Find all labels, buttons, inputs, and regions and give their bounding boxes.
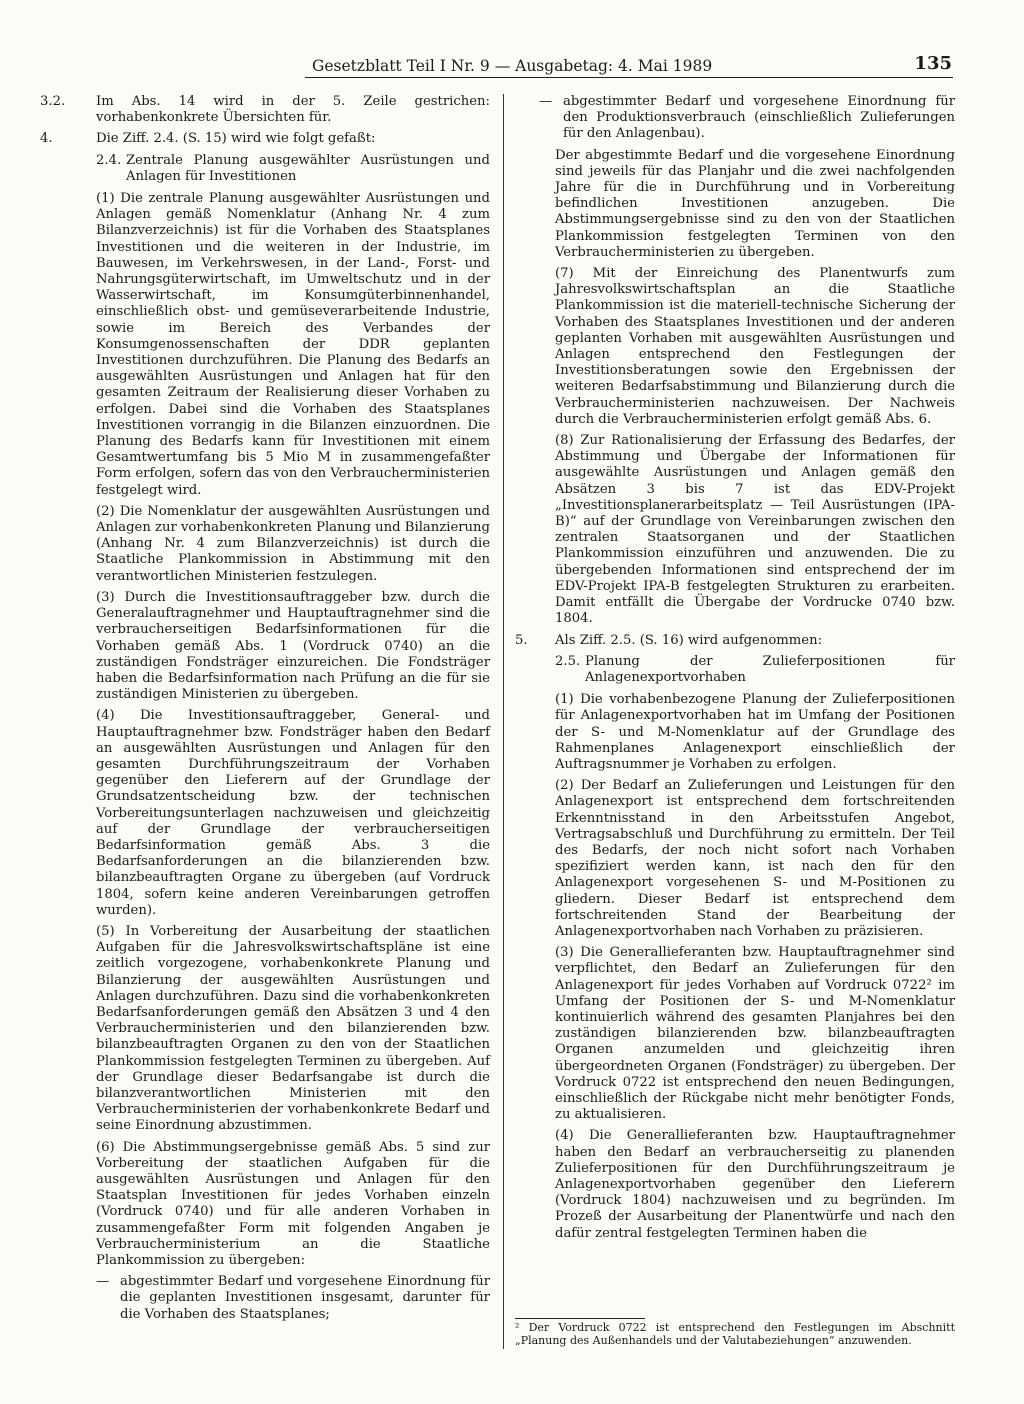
paragraph-q3: (3) Die Generallieferanten bzw. Hauptauftragnehmer sind verpflichtet, den Bedarf an Zulieferungen für den Anlagenexport für jedes Vorhaben auf Vordruck 0722² im Umfang der Positionen der S- und M-Nomenklatur kontinuierlich während des gesamten Planjahres bei den zuständigen bilanzierenden bzw. bilanzbeauftragten Organen anzumelden und gleichzeitig ihren übergeordneten Organen (Fondsträger) zu übergeben. Der Vordruck 0722 ist entsprechend den neuen Bedingungen, einschließlich der Rückgabe nicht mehr benötigter Fonds, zu aktualisieren. (555, 945, 955, 1123)
header-title: Gesetzblatt Teil I Nr. 9 — Ausgabetag: 4. Mai 1989 (312, 57, 713, 75)
section-heading-2-5 (555, 654, 955, 686)
dash-bullet: — (96, 1274, 110, 1290)
page-number: 135 (914, 53, 952, 74)
item-number: 3.2. (40, 94, 66, 109)
dash-bullet: — (539, 94, 553, 109)
column-divider (503, 94, 504, 1349)
paragraph-6-continued: Der abgestimmte Bedarf und die vorgesehene Einordnung sind jeweils für das Planjahr und die zwei nachfolgenden Jahre für die in Durchführung und in Vorbereitung befindlichen Investitionen anzugeben. Die Abstimmungsergebnisse sind zu den von der Staatlichen Plankommission festgelegten Terminen von den Verbraucherministerien zu übergeben. (555, 147, 955, 260)
section-number: 2.5. (555, 653, 581, 669)
section-title: Zentrale Planung ausgewählter Ausrüstungen und Anlagen für Investitionen (126, 152, 490, 184)
item-text: Im Abs. 14 wird in der 5. Zeile gestrichen: vorhabenkonkrete Übersichten für. (96, 94, 490, 126)
paragraph-1: (1) Die zentrale Planung ausgewählter Ausrüstungen und Anlagen gemäß Nomenklatur (Anhang Nr. 4 zum Bilanzverzeichnis) ist für die Vorhaben des Staatsplanes Investitionen und die weiteren in der Industrie, im Bauwesen, im Verkehrswesen, in der Land-, Forst- und Nahrungsgüterwirtschaft, im Umweltschutz und in der Wasserwirtschaft, im Konsumgüterbinnenhandel, einschließlich obst- und gemüseverarbeitende Industrie, sowie im Bereich des Verbandes der Konsumgenossenschaften der DDR geplanten Investitionen durchzuführen. Die Planung des Bedarfs an ausgewählten Ausrüstungen und Anlagen hat für den gesamten Zeitraum der Realisierung dieser Vorhaben zu erfolgen. Dabei sind die Vorhaben des Staatsplanes Investitionen vorrangig in die Bilanzen einzuordnen. Die Planung des Bedarfs kann für Investitionen mit einem Gesamtwertumfang bis 5 Mio M in zusammengefaßter Form erfolgen, sofern das von den Verbraucherministerien festgelegt wird. (96, 191, 490, 498)
dash-item-text: abgestimmter Bedarf und vorgesehene Einordnung für die geplanten Investitionen insgesamt, darunter für die Vorhaben des Staatsplanes; (120, 1274, 490, 1322)
section-title: Planung der Zulieferpositionen für Anlagenexportvorhaben (585, 653, 955, 685)
paragraph-2: (2) Die Nomenklatur der ausgewählten Ausrüstungen und Anlagen zur vorhabenkonkreten Planung und Bilanzierung (Anhang Nr. 4 zum Bilanzverzeichnis) ist durch die Staatliche Plankommission in Abstimmung mit den verantwortlichen Ministerien festzulegen. (96, 503, 490, 584)
paragraph-q1: (1) Die vorhabenbezogene Planung der Zulieferpositionen für Anlagenexportvorhaben hat im Umfang der Positionen der S- und M-Nomenklatur auf der Grundlage des Rahmenplanes Anlagenexport einschließlich der Auftragsnummer je Vorhaben zu erfolgen. (555, 692, 955, 772)
paragraph-8: (8) Zur Rationalisierung der Erfassung des Bedarfes, der Abstimmung und Übergabe der Informationen für ausgewählte Ausrüstungen und Anlagen gemäß den Absätzen 3 bis 7 ist das EDV-Projekt „Investitionsplanerarbeitsplatz — Teil Ausrüstungen (IPA-B)“ auf der Grundlage von Vereinbarungen zwischen den zentralen Staatsorganen und der Staatlichen Plankommission einzuführen und anzuwenden. Die zu übergebenden Informationen sind entsprechend der im EDV-Projekt IPA-B festgelegten Strukturen zu erarbeiten. Damit entfällt die Übergabe der Vordrucke 0740 bzw. 1804. (555, 433, 955, 627)
left-column (40, 94, 490, 1328)
paragraph-7: (7) Mit der Einreichung des Planentwurfs zum Jahresvolkswirtschaftsplan an die Staatliche Plankommission ist die materiell-technische Sicherung der Vorhaben des Staatsplanes Investitionen und der anderen geplanten Vorhaben mit ausgewählten Ausrüstungen und Anlagen entsprechend den Festlegungen der Investitionsberatungen sowie den Ergebnissen der weiteren Bedarfsabstimmung und Bilanzierung durch die Verbraucherministerien nachzuweisen. Der Nachweis durch die Verbraucherministerien erfolgt gemäß Abs. 6. (555, 266, 955, 427)
dash-list-item (96, 1274, 490, 1323)
item-4 (40, 131, 490, 147)
paragraph-6: (6) Die Abstimmungsergebnisse gemäß Abs. 5 sind zur Vorbereitung der staatlichen Aufgaben für die ausgewählten Ausrüstungen und Anlagen für den Staatsplan Investitionen für jedes Vorhaben einzeln (Vordruck 0740) und für alle anderen Vorhaben in zusammengefaßter Form mit folgenden Angaben je Verbraucherministerium an die Staatliche Plankommission zu übergeben: (96, 1139, 490, 1269)
dash-item-text: abgestimmter Bedarf und vorgesehene Einordnung für den Produktionsverbrauch (einschließlich Zulieferungen für den Anlagenbau). (563, 94, 955, 142)
item-number: 4. (40, 131, 53, 147)
dash-list-item (539, 94, 955, 143)
footnote: ² Der Vordruck 0722 ist entsprechend den Festlegungen im Abschnitt „Planung des Außenhandels und der Valutabeziehungen“ anzuwenden. (515, 1321, 955, 1347)
item-text: Als Ziff. 2.5. (S. 16) wird aufgenommen: (555, 632, 823, 648)
right-column (515, 94, 955, 1247)
footnote-rule (515, 1318, 645, 1319)
header-rule (305, 77, 953, 78)
item-3-2 (40, 94, 490, 126)
paragraph-5: (5) In Vorbereitung der Ausarbeitung der staatlichen Aufgaben für die Jahresvolkswirtschaftspläne ist eine zeitlich vorgezogene, vorhabenkonkrete Planung und Bilanzierung der ausgewählten Ausrüstungen und Anlagen durchzuführen. Dazu sind die vorhabenkonkreten Bedarfsanforderungen gemäß den Absätzen 3 und 4 den Verbraucherministerien und den bilanzierenden bzw. bilanzbeauftragten Organen zu den von der Staatlichen Plankommission festgelegten Terminen zu übergeben. Auf der Grundlage dieser Bedarfsangabe ist durch die bilanzverantwortlichen Ministerien mit den Verbraucherministerien der vorhabenkonkrete Bedarf und seine Einordnung abzustimmen. (96, 923, 490, 1134)
section-heading-2-4 (96, 153, 490, 185)
paragraph-q4: (4) Die Generallieferanten bzw. Hauptauftragnehmer haben den Bedarf an verbraucherseitig zu planenden Zulieferpositionen für den Durchführungszeitraum je Anlagenexportvorhaben gegenüber den Lieferern (Vordruck 1804) nachzuweisen und zu begründen. Im Prozeß der Ausarbeitung der Planentwürfe und nach den dafür zentral festgelegten Terminen haben die (555, 1128, 955, 1241)
paragraph-q2: (2) Der Bedarf an Zulieferungen und Leistungen für den Anlagenexport ist entsprechend dem fortschreitenden Erkenntnisstand in den Arbeitsstufen Angebot, Vertragsabschluß und Durchführung zu ermitteln. Der Teil des Bedarfs, der noch nicht sofort nach Vorhaben spezifiziert werden kann, ist nach den für den Anlagenexport vorgesehenen S- und M-Positionen zu gliedern. Dieser Bedarf ist entsprechend dem fortschreitenden Stand der Bearbeitung der Anlagenexportvorhaben nach Vorhaben zu präzisieren. (555, 778, 955, 939)
item-text: Die Ziff. 2.4. (S. 15) wird wie folgt gefaßt: (96, 131, 376, 147)
item-number: 5. (515, 632, 528, 648)
section-number: 2.4. (96, 152, 122, 168)
paragraph-3: (3) Durch die Investitionsauftraggeber bzw. durch die Generalauftragnehmer und Hauptauftragnehmer sind die verbraucherseitigen Bedarfsinformationen für die Vorhaben gemäß Abs. 1 (Vordruck 0740) an die zuständigen Fondsträger einzureichen. Die Fondsträger haben die Bedarfsinformation nach Prüfung an die für sie zuständigen Ministerien zu übergeben. (96, 589, 490, 703)
item-5 (515, 633, 955, 649)
page-header (300, 53, 960, 76)
paragraph-4: (4) Die Investitionsauftraggeber, General- und Hauptauftragnehmer bzw. Fondsträger haben den Bedarf an ausgewählten Ausrüstungen und Anlagen für den gesamten Durchführungszeitraum der Vorhaben gegenüber den Lieferern auf der Grundlage der Grundsatzentscheidung bzw. der technischen Vorbereitungsunterlagen nachzuweisen und gleichzeitig auf der Grundlage der verbraucherseitigen Bedarfsinformation gemäß Abs. 3 die Bedarfsanforderungen an die bilanzierenden bzw. bilanzbeauftragten Organe zu übergeben (auf Vordruck 1804, sofern keine anderen Vereinbarungen getroffen wurden). (96, 708, 490, 918)
